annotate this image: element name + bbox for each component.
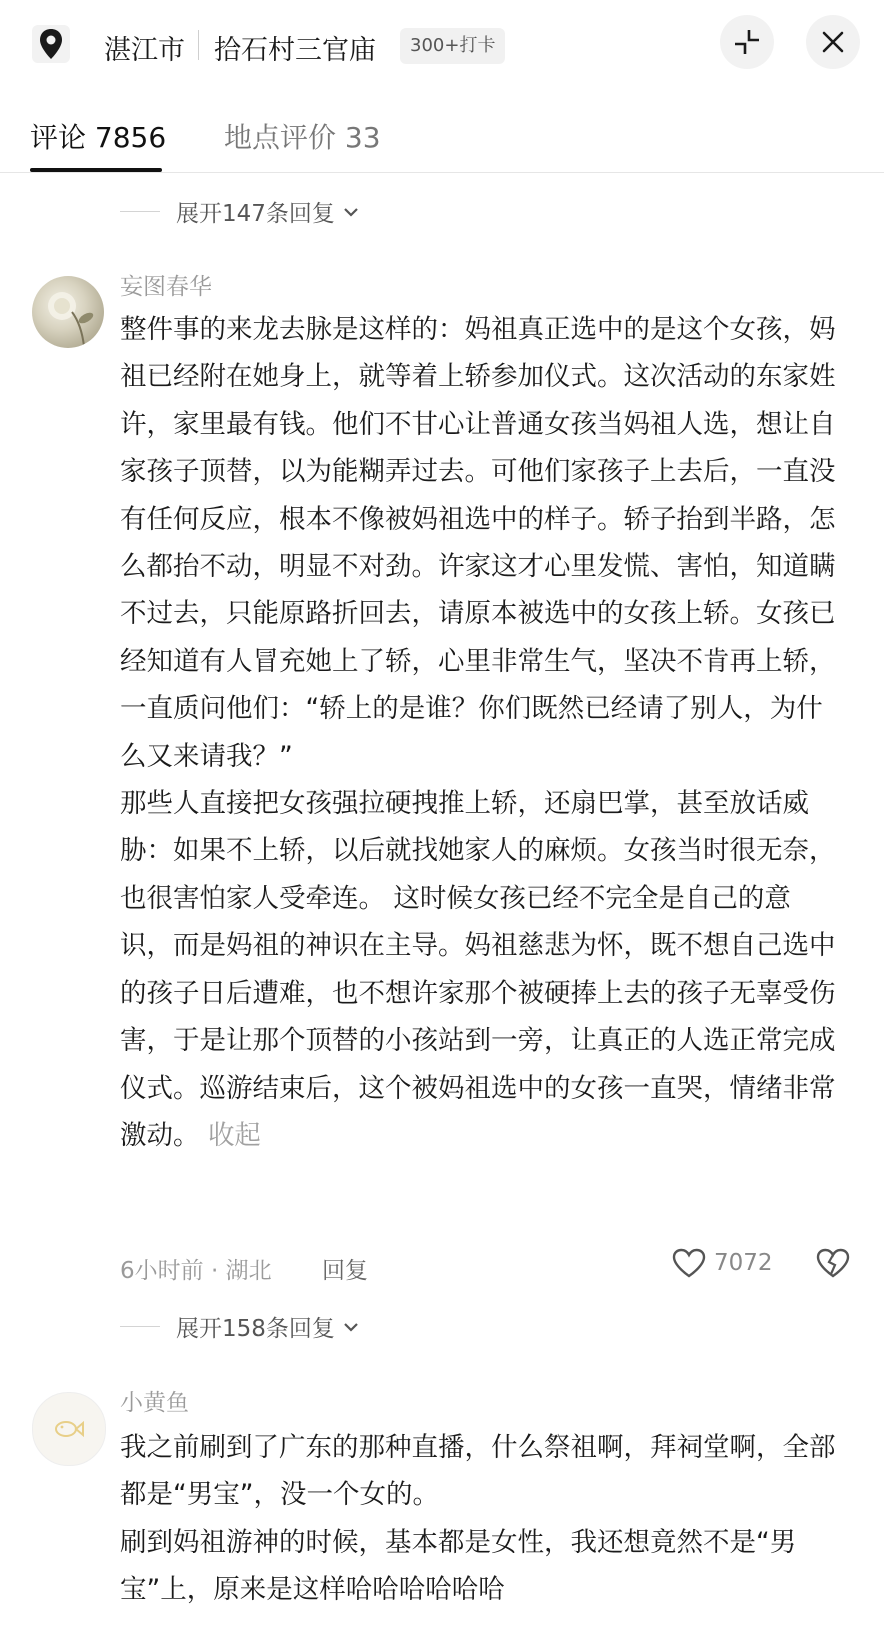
chevron-down-icon [343, 202, 359, 221]
comment-text [120, 306, 840, 1159]
comment-text [120, 1424, 840, 1614]
collapse-arrows-icon [733, 28, 761, 56]
active-tab-indicator [30, 168, 162, 172]
location-place[interactable]: 拾石村三官庙 [214, 35, 376, 66]
location-pin-icon[interactable] [32, 25, 70, 63]
location-divider [198, 30, 199, 60]
expand-replies-button[interactable] [120, 195, 359, 227]
fish-icon [53, 1418, 85, 1440]
tab-place-reviews[interactable]: 地点评价 33 [224, 121, 381, 154]
tab-bar [0, 100, 884, 173]
expand-divider [120, 1326, 160, 1327]
checkin-badge[interactable]: 300+打卡 [400, 28, 505, 64]
expand-replies-button[interactable] [120, 1310, 359, 1342]
comment-author[interactable]: 小黄鱼 [120, 1390, 189, 1416]
comment-paragraph: 我之前刷到了广东的那种直播，什么祭祖啊，拜祠堂啊，全部都是“男宝”，没一个女的。 [120, 1432, 836, 1511]
comment-time-location: 6小时前 · 湖北 [120, 1258, 272, 1284]
comment-paragraph: 刷到妈祖游神的时候，基本都是女性，我还想竟然不是“男宝”上，原来是这样哈哈哈哈哈哈 [120, 1526, 797, 1606]
expand-replies-label: 展开158条回复 [176, 1315, 335, 1342]
like-count: 7072 [714, 1250, 773, 1276]
chevron-down-icon [343, 1317, 359, 1336]
expand-divider [120, 211, 160, 212]
collapse-button[interactable] [720, 15, 774, 69]
comment-paragraph: 整件事的来龙去脉是这样的：妈祖真正选中的是这个女孩，妈祖已经附在她身上，就等着上轿参加仪式。这次活动的东家姓许，家里最有钱。他们不甘心让普通女孩当妈祖人选，想让自家孩子顶替，以为能糊弄过去。可他们家孩子上去后，一直没有任何反应，根本不像被妈祖选中的样子。轿子抬到半路，怎么都抬不动，明显不对劲。许家这才心里发慌、害怕，知道瞒不过去，只能原路折回去，请原本被选中的女孩上轿。女孩已经知道有人冒充她上了轿，心里非常生气，坚决不肯再上轿，一直质问他们：“轿上的是谁？你们既然已经请了别人，为什么又来请我？” [120, 314, 836, 772]
comment-meta [120, 1246, 850, 1286]
avatar[interactable] [32, 1392, 106, 1466]
like-button[interactable] [672, 1248, 773, 1278]
collapse-comment-link[interactable]: 收起 [207, 1119, 261, 1151]
expand-replies-label: 展开147条回复 [176, 200, 335, 227]
comment-author[interactable]: 妄图春华 [120, 274, 212, 300]
close-button[interactable] [806, 15, 860, 69]
avatar[interactable] [32, 276, 104, 348]
close-icon [821, 30, 845, 54]
heart-icon [672, 1248, 706, 1278]
broken-heart-icon[interactable] [816, 1248, 850, 1284]
location-city[interactable]: 湛江市 [104, 35, 185, 66]
location-header [0, 0, 884, 90]
tab-comments[interactable]: 评论 7856 [30, 121, 167, 154]
comment-paragraph [120, 780, 840, 1159]
reply-button[interactable]: 回复 [322, 1258, 368, 1284]
comment-paragraph-text: 那些人直接把女孩强拉硬拽推上轿，还扇巴掌，甚至放话威胁：如果不上轿，以后就找她家人的麻烦。女孩当时很无奈，也很害怕家人受牵连。 这时候女孩已经不完全是自己的意识，而是妈祖的神识在主导。妈祖慈悲为怀，既不想自己选中的孩子日后遭难，也不想许家那个被硬捧上去的孩子无辜受伤害，于是让那个顶替的小孩站到一旁，让真正的人选正常完成仪式。巡游结束后，这个被妈祖选中的女孩一直哭，情绪非常激动。 [120, 788, 836, 1151]
